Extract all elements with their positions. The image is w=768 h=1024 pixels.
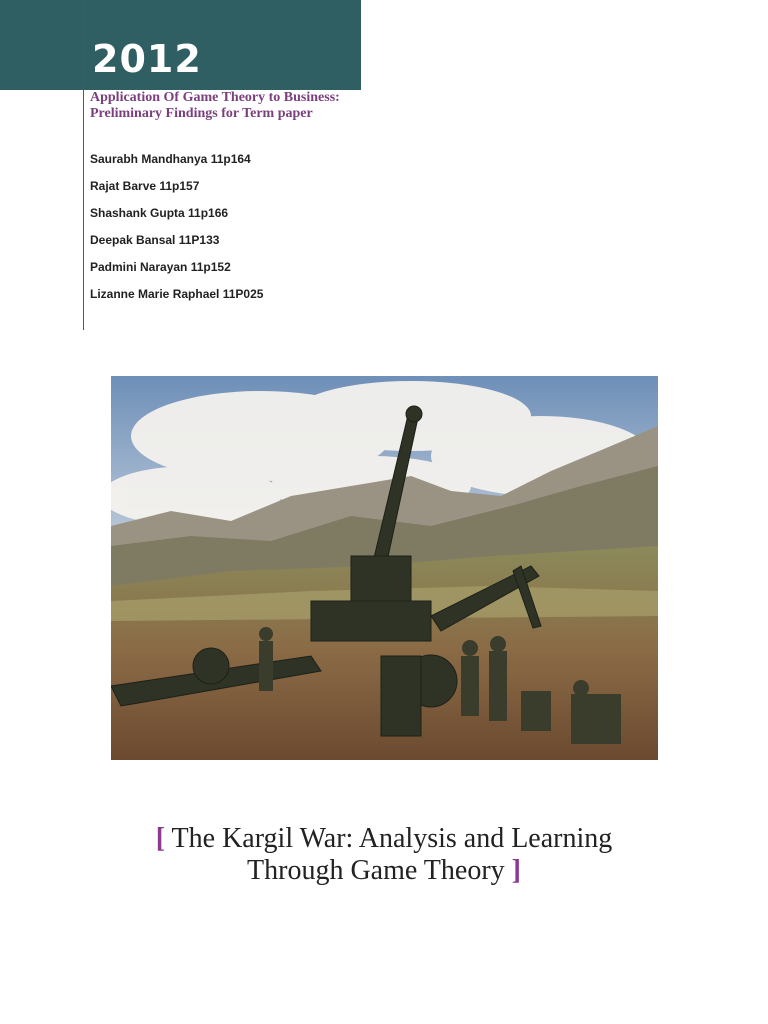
author-list bbox=[90, 152, 263, 314]
year-label: 2012 bbox=[92, 37, 202, 81]
title-line-1: The Kargil War: Analysis and Learning bbox=[171, 823, 613, 854]
main-title bbox=[60, 823, 708, 887]
author-item: Rajat Barve 11p157 bbox=[90, 179, 200, 193]
vertical-rule bbox=[83, 0, 84, 330]
author-item: Lizanne Marie Raphael 11P025 bbox=[90, 287, 264, 301]
cover-photo bbox=[111, 376, 658, 760]
title-line-2: Through Game Theory bbox=[247, 855, 505, 886]
author-item: Shashank Gupta 11p166 bbox=[90, 206, 229, 220]
document-subtitle: Application Of Game Theory to Business: Preliminary Findings for Term paper bbox=[90, 90, 340, 121]
author-item: Deepak Bansal 11P133 bbox=[90, 233, 220, 247]
author-item: Saurabh Mandhanya 11p164 bbox=[90, 152, 251, 166]
open-bracket: [ bbox=[155, 823, 166, 854]
author-item: Padmini Narayan 11p152 bbox=[90, 260, 231, 274]
close-bracket: ] bbox=[511, 855, 521, 886]
